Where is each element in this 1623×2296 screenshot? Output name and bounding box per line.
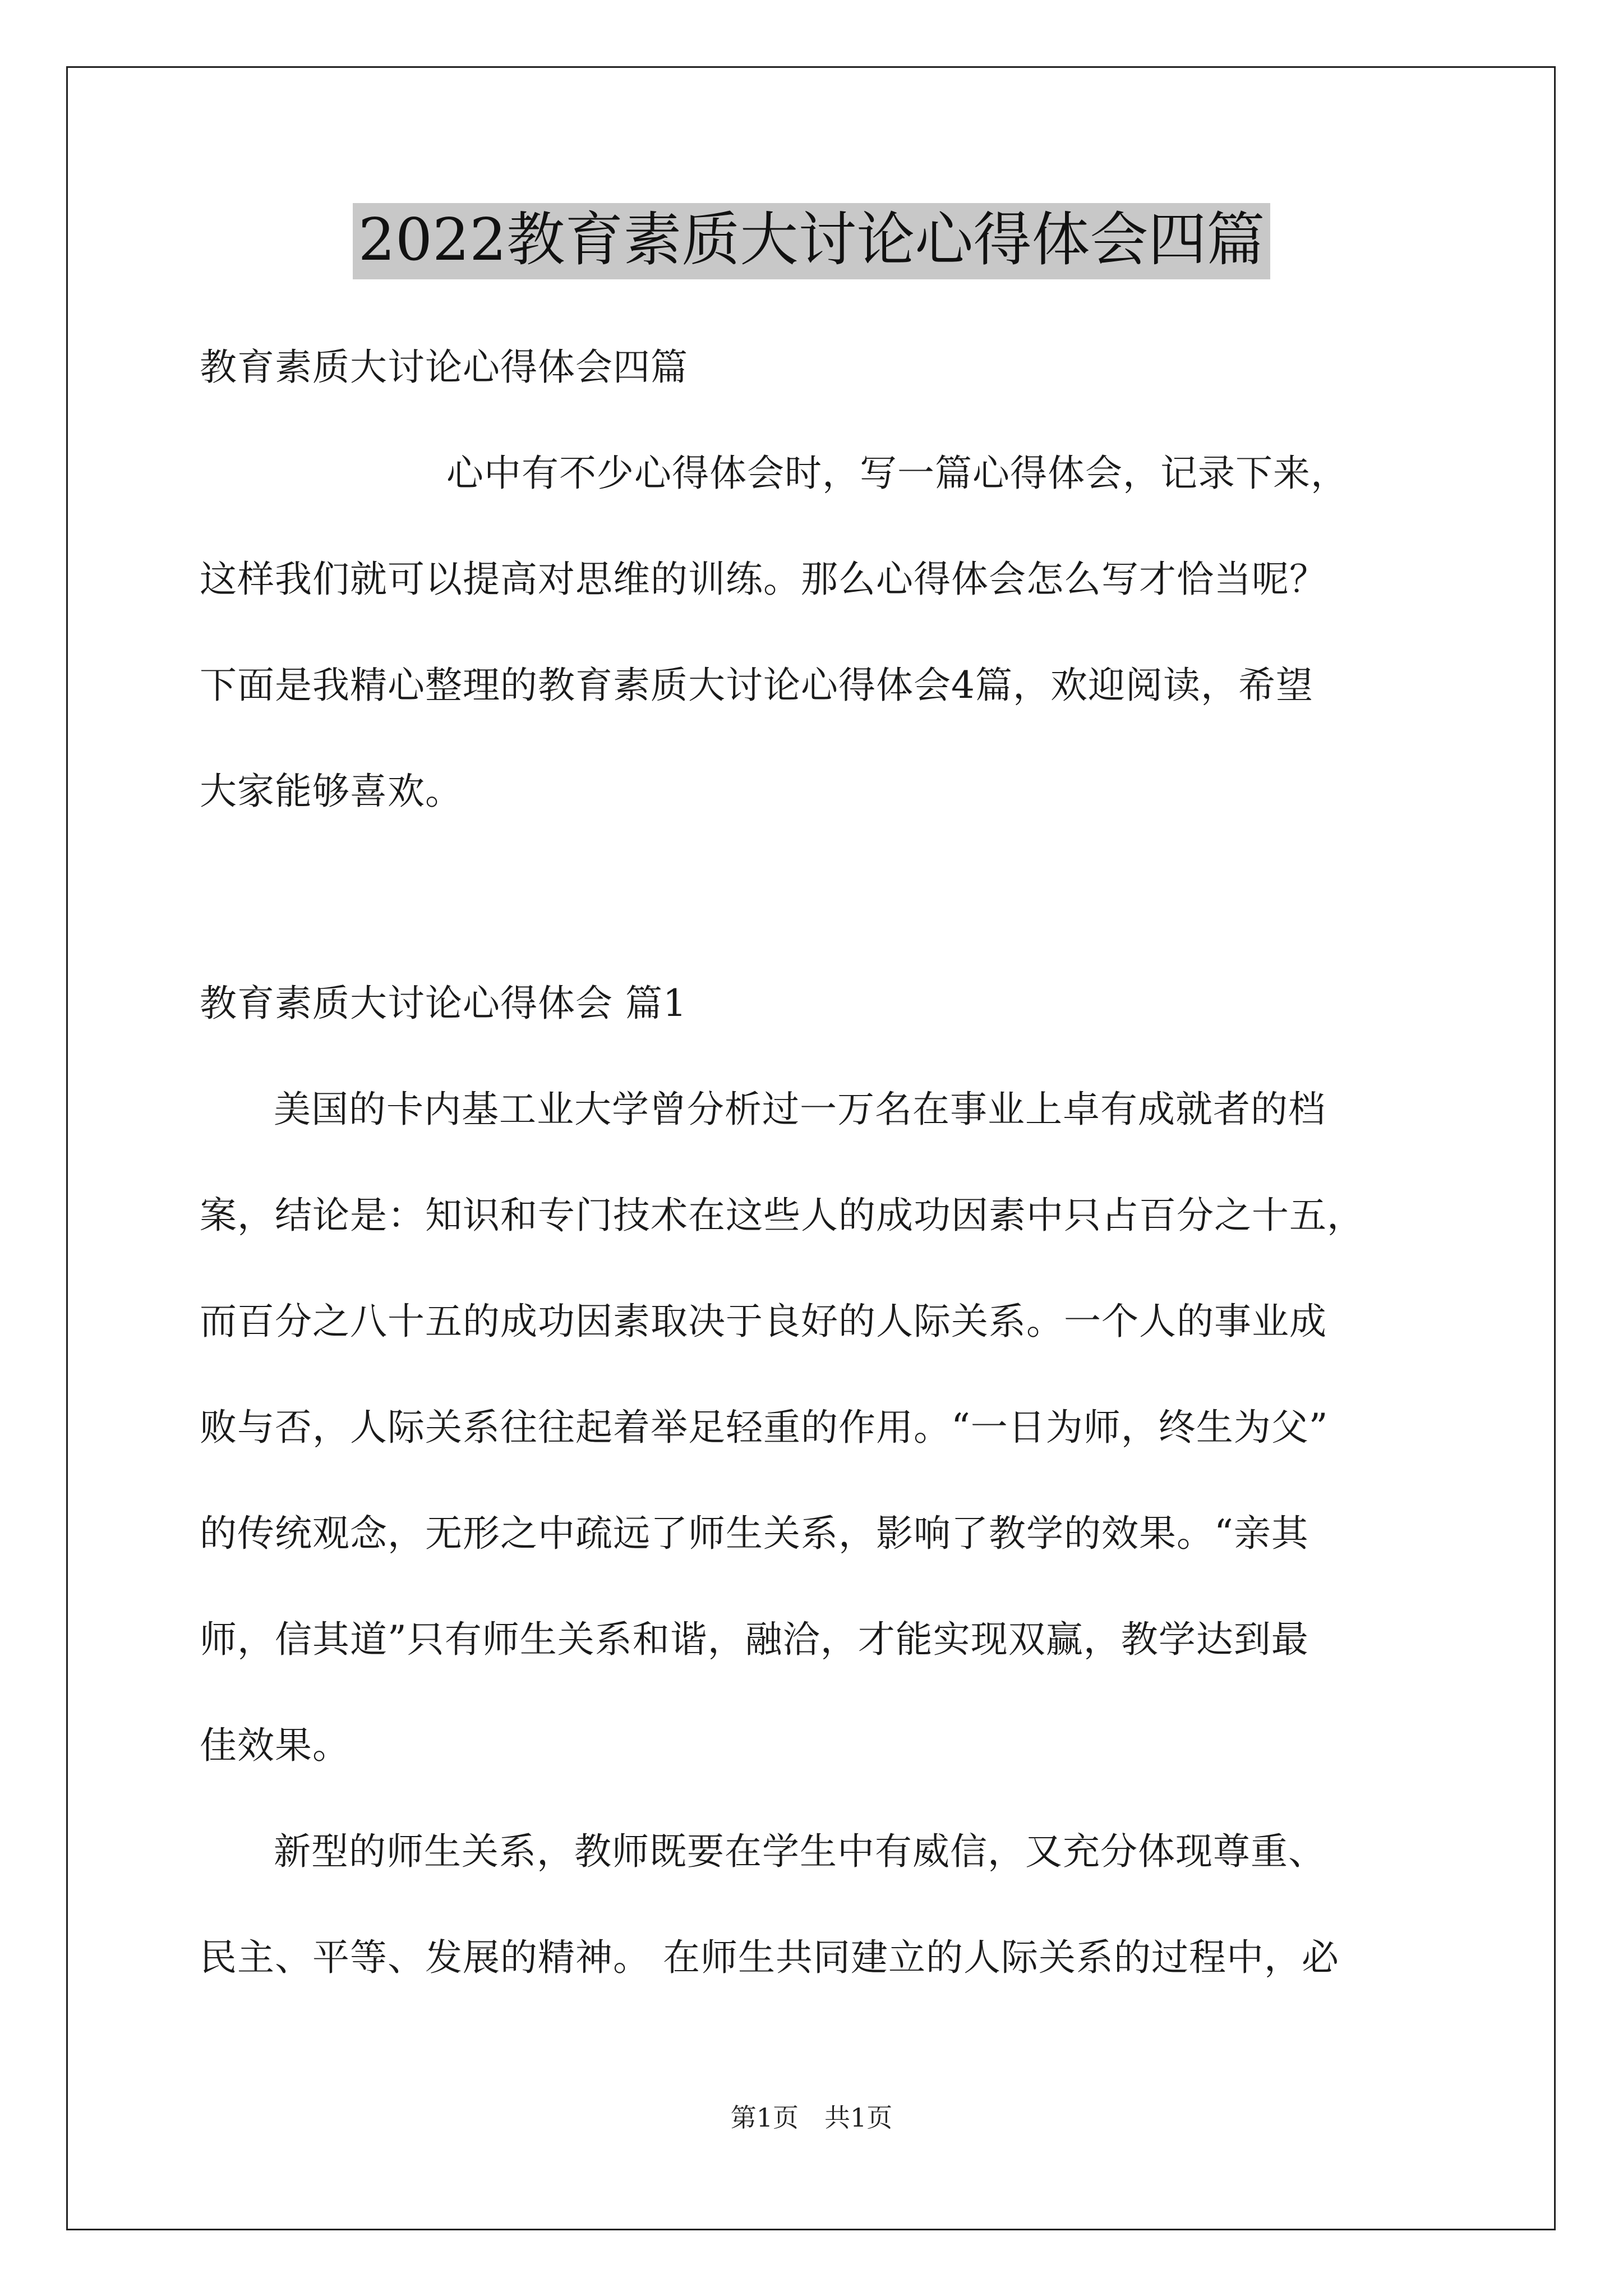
paragraph-line: 新型的师生关系，教师既要在学生中有威信，又充分体现尊重、	[274, 1830, 1326, 1873]
paragraph-line: 案，结论是：知识和专门技术在这些人的成功因素中只占百分之十五，	[200, 1194, 1364, 1237]
paragraph-line: 败与否，人际关系往往起着举足轻重的作用。“一日为师，终生为父”	[200, 1406, 1329, 1449]
paragraph-line: 师，信其道”只有师生关系和谐，融洽，才能实现双赢，教学达到最	[200, 1618, 1309, 1661]
document-title: 2022教育素质大讨论心得体会四篇	[353, 203, 1271, 279]
section-heading: 教育素质大讨论心得体会 篇1	[200, 982, 687, 1025]
paragraph-line: 的传统观念，无形之中疏远了师生关系，影响了教学的效果。“亲其	[200, 1512, 1309, 1555]
intro-line: 下面是我精心整理的教育素质大讨论心得体会4篇，欢迎阅读，希望	[200, 664, 1313, 707]
paragraph-line: 而百分之八十五的成功因素取决于良好的人际关系。一个人的事业成	[200, 1300, 1327, 1343]
spacer	[200, 844, 1456, 950]
paragraph-line: 民主、平等、发展的精神。 在师生共同建立的人际关系的过程中，必	[200, 1936, 1339, 1979]
title-container	[0, 203, 1623, 279]
intro-line: 这样我们就可以提高对思维的训练。那么心得体会怎么写才恰当呢？	[200, 558, 1327, 601]
paragraph-line: 美国的卡内基工业大学曾分析过一万名在事业上卓有成就者的档	[274, 1088, 1326, 1131]
subtitle: 教育素质大讨论心得体会四篇	[200, 346, 688, 389]
intro-line: 心中有不少心得体会时，写一篇心得体会，记录下来，	[446, 452, 1348, 495]
page-number-footer: 第1页 共1页	[730, 2102, 893, 2133]
intro-line: 大家能够喜欢。	[200, 770, 463, 813]
paragraph-line: 佳效果。	[200, 1724, 350, 1767]
document-body	[200, 314, 1456, 2010]
